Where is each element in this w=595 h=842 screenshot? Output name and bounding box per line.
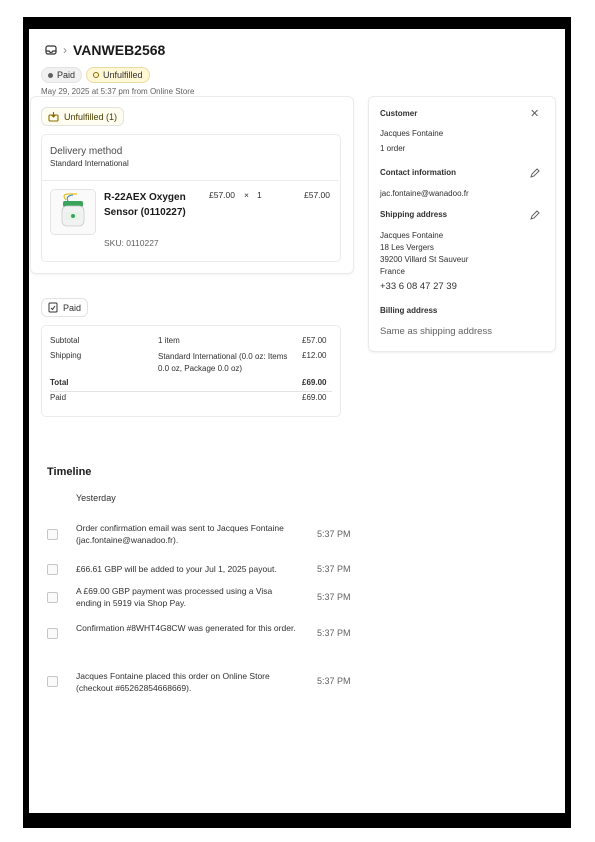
checkbox-icon [47, 592, 58, 603]
shipping-address-line: Jacques Fontaine [380, 231, 444, 240]
screen-border-top [23, 17, 571, 29]
screen-border-bottom [23, 813, 571, 828]
timeline-event[interactable]: Order confirmation email was sent to Jacques Fontaine (jac.fontaine@wanadoo.fr). [76, 523, 284, 545]
shipping-label: Shipping [50, 351, 82, 360]
customer-title: Customer [380, 109, 418, 118]
subtotal-value: £57.00 [302, 336, 327, 345]
unfulfilled-status [41, 107, 124, 126]
customer-orders[interactable]: 1 order [380, 144, 406, 153]
timeline-time: 5:37 PM [317, 676, 351, 686]
checkbox-icon [47, 529, 58, 540]
close-icon[interactable]: ✕ [530, 108, 540, 120]
contact-email[interactable]: jac.fontaine@wanadoo.fr [380, 189, 469, 198]
quantity: 1 [257, 190, 262, 200]
timeline-event[interactable]: £66.61 GBP will be added to your Jul 1, 2025 payout. [76, 564, 277, 574]
payment-status [41, 298, 88, 317]
shipping-desc: Standard International (0.0 oz: Items 0.0 oz, Package 0.0 oz) [158, 352, 288, 373]
timeline-day: Yesterday [76, 493, 116, 503]
unit-price: £57.00 [209, 190, 235, 200]
checkbox-icon [47, 676, 58, 687]
shipping-value: £12.00 [302, 351, 327, 360]
product-name[interactable]: R-22AEX Oxygen Sensor (0110227) [104, 192, 186, 218]
paid-badge [41, 67, 82, 83]
shipping-address-line: 18 Les Vergers [380, 243, 434, 252]
paid-badge-label: Paid [57, 70, 76, 80]
unfulfilled-badge-label: Unfulfilled [103, 70, 143, 80]
phone-number[interactable]: +33 6 08 47 27 39 [380, 281, 457, 292]
status-badges [41, 67, 150, 83]
subtotal-desc: 1 item [158, 336, 180, 345]
receipt-check-icon [48, 302, 58, 313]
shipping-address-title: Shipping address [380, 210, 448, 219]
delivery-method-title: Delivery method [50, 146, 123, 157]
total-value: £69.00 [302, 378, 327, 387]
delivery-method-value: Standard International [50, 159, 129, 168]
shipping-address-line: France [380, 267, 405, 276]
billing-address-value: Same as shipping address [380, 326, 492, 337]
line-total: £57.00 [304, 190, 330, 200]
timeline-event[interactable]: Confirmation #8WHT4G8CW was generated for this order. [76, 623, 296, 633]
screen-border-left [23, 17, 29, 828]
timeline-event[interactable]: A £69.00 GBP payment was processed using a Visa ending in 5919 via Shop Pay. [76, 586, 273, 608]
contact-title: Contact information [380, 168, 456, 177]
unfulfilled-badge [86, 67, 150, 83]
order-date: May 29, 2025 at 5:37 pm from Online Store [41, 87, 195, 96]
unfulfilled-status-label: Unfulfilled (1) [64, 111, 118, 122]
inbox-icon[interactable] [45, 44, 57, 56]
timeline-time: 5:37 PM [317, 529, 351, 539]
customer-name[interactable]: Jacques Fontaine [380, 129, 444, 138]
divider [42, 180, 339, 181]
screen-border-right [565, 17, 571, 828]
chevron-right-icon: › [63, 43, 67, 57]
divider [50, 391, 332, 392]
pencil-icon[interactable] [529, 168, 540, 179]
paid-value: £69.00 [302, 393, 327, 402]
subtotal-label: Subtotal [50, 336, 80, 345]
timeline-time: 5:37 PM [317, 564, 351, 574]
billing-address-title: Billing address [380, 306, 438, 315]
shipping-address-line: 39200 Villard St Sauveur [380, 255, 469, 264]
payment-status-label: Paid [63, 302, 82, 313]
product-sku: SKU: 0110227 [104, 238, 159, 248]
timeline-title: Timeline [47, 466, 92, 478]
paid-label: Paid [50, 393, 67, 402]
timeline-time: 5:37 PM [317, 628, 351, 638]
breadcrumb [45, 42, 165, 58]
timeline-time: 5:37 PM [317, 592, 351, 602]
package-icon [48, 111, 59, 122]
page-title: VANWEB2568 [73, 42, 166, 58]
dot-icon [48, 73, 53, 78]
total-label: Total [50, 378, 69, 387]
ring-icon [93, 72, 99, 78]
pencil-icon[interactable] [529, 210, 540, 221]
product-image[interactable] [50, 189, 96, 235]
times-sign: × [244, 190, 249, 200]
checkbox-icon [47, 628, 58, 639]
timeline-event[interactable]: Jacques Fontaine placed this order on Online Store (checkout #65262854668669). [76, 671, 270, 693]
checkbox-icon [47, 564, 58, 575]
